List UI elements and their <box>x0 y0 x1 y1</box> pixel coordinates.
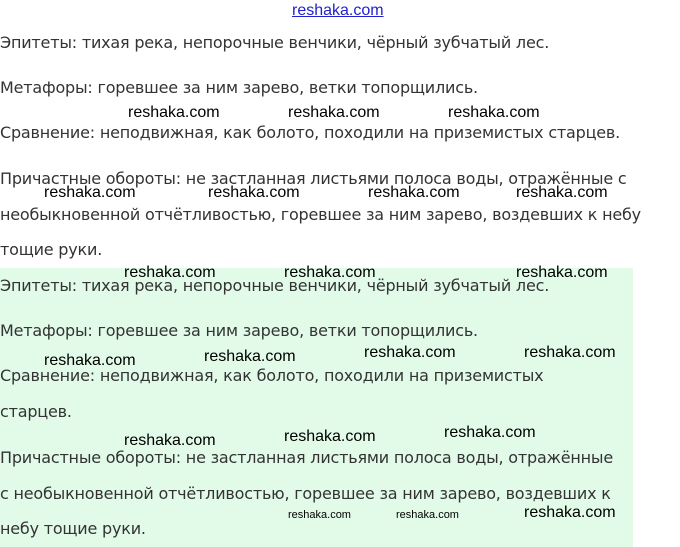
watermark: reshaka.com <box>368 184 460 201</box>
answer-participles-text-line-2: с необыкновенной отчётливостью, горевшее за ним зарево, воздевших к <box>0 484 611 503</box>
watermark: reshaka.com <box>396 509 459 521</box>
watermark: reshaka.com <box>524 344 616 361</box>
watermark: reshaka.com <box>516 264 608 281</box>
answer-epithets-text: Эпитеты: тихая река, непорочные венчики, чёрный зубчатый лес. <box>0 276 550 295</box>
watermark: reshaka.com <box>288 104 380 121</box>
answer-metaphors-text: Метафоры: горевшее за ним зарево, ветки топорщились. <box>0 321 478 340</box>
watermark: reshaka.com <box>208 184 300 201</box>
watermark: reshaka.com <box>444 424 536 441</box>
watermark: reshaka.com <box>44 184 136 201</box>
watermark: reshaka.com <box>124 432 216 449</box>
answer-comparison-text-line-2: старцев. <box>0 402 72 421</box>
watermark: reshaka.com <box>524 504 616 521</box>
watermark: reshaka.com <box>448 104 540 121</box>
answer-comparison-text-line-1: Сравнение: неподвижная, как болото, походили на приземистых <box>0 366 544 385</box>
comparison-text: Сравнение: неподвижная, как болото, походили на приземистых старцев. <box>0 123 621 142</box>
answer-participles-text-line-1: Причастные обороты: не застланная листьями полоса воды, отражённые <box>0 448 614 467</box>
watermark: reshaka.com <box>124 264 216 281</box>
participles-text-line-2: необыкновенной отчётливостью, горевшее за ним зарево, воздевших к небу <box>0 205 641 224</box>
watermark: reshaka.com <box>364 344 456 361</box>
epithets-text: Эпитеты: тихая река, непорочные венчики, чёрный зубчатый лес. <box>0 33 550 52</box>
header-site-link[interactable]: reshaka.com <box>292 2 384 19</box>
watermark: reshaka.com <box>204 348 296 365</box>
watermark: reshaka.com <box>288 509 351 521</box>
participles-text-line-1: Причастные обороты: не застланная листьями полоса воды, отражённые с <box>0 169 627 188</box>
watermark: reshaka.com <box>128 104 220 121</box>
metaphors-text: Метафоры: горевшее за ним зарево, ветки топорщились. <box>0 78 478 97</box>
watermark: reshaka.com <box>516 184 608 201</box>
watermark: reshaka.com <box>284 428 376 445</box>
watermark: reshaka.com <box>284 264 376 281</box>
watermark: reshaka.com <box>44 352 136 369</box>
participles-text-line-3: тощие руки. <box>0 240 103 259</box>
answer-participles-text-line-3: небу тощие руки. <box>0 519 146 538</box>
